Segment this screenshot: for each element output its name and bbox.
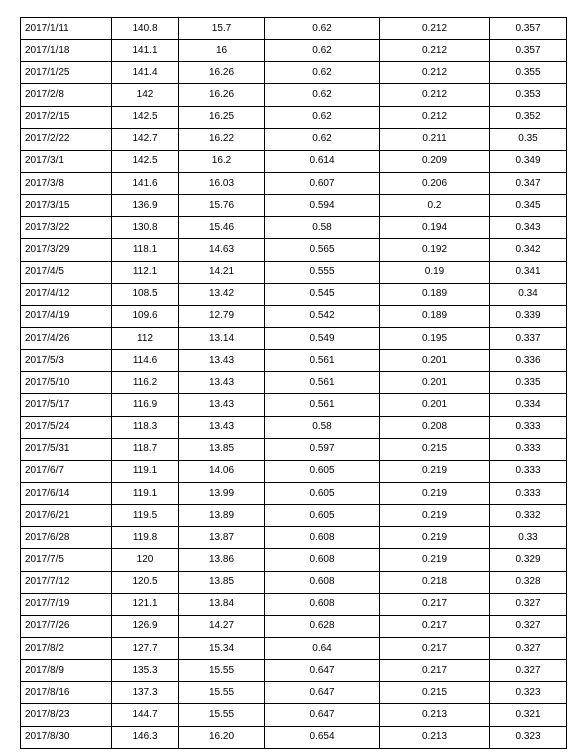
- date-cell: 2017/4/19: [21, 305, 112, 327]
- value-cell-3: 0.62: [265, 106, 380, 128]
- value-cell-5: 0.321: [490, 704, 567, 726]
- value-cell-2: 13.84: [179, 593, 265, 615]
- value-cell-4: 0.215: [380, 438, 490, 460]
- value-cell-5: 0.33: [490, 527, 567, 549]
- table-row: [21, 172, 567, 194]
- table-row: [21, 460, 567, 482]
- date-cell: 2017/5/31: [21, 438, 112, 460]
- value-cell-2: 15.55: [179, 660, 265, 682]
- value-cell-3: 0.647: [265, 660, 380, 682]
- value-cell-1: 114.6: [112, 350, 179, 372]
- value-cell-2: 16.22: [179, 128, 265, 150]
- date-cell: 2017/4/12: [21, 283, 112, 305]
- value-cell-2: 16.25: [179, 106, 265, 128]
- table-row: [21, 593, 567, 615]
- date-cell: 2017/3/22: [21, 217, 112, 239]
- date-cell: 2017/7/5: [21, 549, 112, 571]
- date-cell: 2017/7/19: [21, 593, 112, 615]
- value-cell-1: 116.9: [112, 394, 179, 416]
- value-cell-5: 0.333: [490, 416, 567, 438]
- value-cell-4: 0.219: [380, 460, 490, 482]
- value-cell-3: 0.608: [265, 527, 380, 549]
- value-cell-3: 0.549: [265, 327, 380, 349]
- table-row: [21, 726, 567, 748]
- value-cell-2: 16.2: [179, 150, 265, 172]
- value-cell-1: 118.1: [112, 239, 179, 261]
- value-cell-3: 0.62: [265, 128, 380, 150]
- date-cell: 2017/7/12: [21, 571, 112, 593]
- value-cell-5: 0.335: [490, 372, 567, 394]
- date-cell: 2017/2/15: [21, 106, 112, 128]
- value-cell-1: 118.3: [112, 416, 179, 438]
- value-cell-5: 0.336: [490, 350, 567, 372]
- value-cell-2: 16.20: [179, 726, 265, 748]
- value-cell-3: 0.608: [265, 549, 380, 571]
- date-cell: 2017/3/8: [21, 172, 112, 194]
- value-cell-2: 16: [179, 40, 265, 62]
- value-cell-1: 109.6: [112, 305, 179, 327]
- value-cell-3: 0.64: [265, 637, 380, 659]
- value-cell-4: 0.217: [380, 615, 490, 637]
- value-cell-4: 0.189: [380, 305, 490, 327]
- table-row: [21, 40, 567, 62]
- value-cell-4: 0.2: [380, 195, 490, 217]
- table-row: [21, 505, 567, 527]
- value-cell-1: 118.7: [112, 438, 179, 460]
- table-row: [21, 704, 567, 726]
- value-cell-2: 15.46: [179, 217, 265, 239]
- value-cell-3: 0.542: [265, 305, 380, 327]
- value-cell-4: 0.212: [380, 62, 490, 84]
- table-row: [21, 350, 567, 372]
- table-row: [21, 283, 567, 305]
- value-cell-1: 119.1: [112, 460, 179, 482]
- value-cell-5: 0.323: [490, 682, 567, 704]
- value-cell-1: 142: [112, 84, 179, 106]
- value-cell-5: 0.35: [490, 128, 567, 150]
- value-cell-1: 116.2: [112, 372, 179, 394]
- value-cell-1: 144.7: [112, 704, 179, 726]
- value-cell-4: 0.201: [380, 372, 490, 394]
- date-cell: 2017/1/18: [21, 40, 112, 62]
- table-row: [21, 62, 567, 84]
- value-cell-3: 0.647: [265, 682, 380, 704]
- value-cell-4: 0.209: [380, 150, 490, 172]
- value-cell-3: 0.62: [265, 84, 380, 106]
- value-cell-4: 0.218: [380, 571, 490, 593]
- value-cell-4: 0.215: [380, 682, 490, 704]
- value-cell-3: 0.614: [265, 150, 380, 172]
- value-cell-5: 0.327: [490, 615, 567, 637]
- value-cell-5: 0.345: [490, 195, 567, 217]
- value-cell-5: 0.347: [490, 172, 567, 194]
- table-row: [21, 682, 567, 704]
- value-cell-4: 0.201: [380, 350, 490, 372]
- value-cell-5: 0.353: [490, 84, 567, 106]
- table-row: [21, 549, 567, 571]
- value-cell-3: 0.597: [265, 438, 380, 460]
- value-cell-1: 135.3: [112, 660, 179, 682]
- value-cell-5: 0.333: [490, 460, 567, 482]
- value-cell-5: 0.357: [490, 18, 567, 40]
- value-cell-2: 14.27: [179, 615, 265, 637]
- table-row: [21, 372, 567, 394]
- table-row: [21, 150, 567, 172]
- value-cell-1: 126.9: [112, 615, 179, 637]
- value-cell-5: 0.323: [490, 726, 567, 748]
- value-cell-3: 0.545: [265, 283, 380, 305]
- value-cell-4: 0.19: [380, 261, 490, 283]
- value-cell-4: 0.195: [380, 327, 490, 349]
- date-cell: 2017/3/29: [21, 239, 112, 261]
- value-cell-4: 0.219: [380, 527, 490, 549]
- value-cell-2: 13.85: [179, 571, 265, 593]
- value-cell-2: 13.14: [179, 327, 265, 349]
- date-cell: 2017/2/22: [21, 128, 112, 150]
- value-cell-3: 0.565: [265, 239, 380, 261]
- value-cell-4: 0.212: [380, 18, 490, 40]
- data-table: [20, 17, 567, 749]
- table-row: [21, 106, 567, 128]
- date-cell: 2017/8/16: [21, 682, 112, 704]
- date-cell: 2017/2/8: [21, 84, 112, 106]
- value-cell-3: 0.607: [265, 172, 380, 194]
- table-row: [21, 416, 567, 438]
- value-cell-5: 0.334: [490, 394, 567, 416]
- value-cell-5: 0.341: [490, 261, 567, 283]
- table-row: [21, 195, 567, 217]
- value-cell-4: 0.201: [380, 394, 490, 416]
- date-cell: 2017/3/15: [21, 195, 112, 217]
- value-cell-5: 0.34: [490, 283, 567, 305]
- table-row: [21, 327, 567, 349]
- value-cell-2: 13.43: [179, 416, 265, 438]
- table-row: [21, 261, 567, 283]
- date-cell: 2017/3/1: [21, 150, 112, 172]
- value-cell-1: 112.1: [112, 261, 179, 283]
- value-cell-5: 0.337: [490, 327, 567, 349]
- value-cell-3: 0.628: [265, 615, 380, 637]
- value-cell-3: 0.62: [265, 62, 380, 84]
- value-cell-3: 0.647: [265, 704, 380, 726]
- value-cell-2: 13.43: [179, 394, 265, 416]
- table-row: [21, 239, 567, 261]
- value-cell-1: 130.8: [112, 217, 179, 239]
- date-cell: 2017/4/26: [21, 327, 112, 349]
- value-cell-4: 0.212: [380, 40, 490, 62]
- value-cell-4: 0.219: [380, 482, 490, 504]
- value-cell-1: 142.5: [112, 106, 179, 128]
- value-cell-2: 16.26: [179, 84, 265, 106]
- date-cell: 2017/5/24: [21, 416, 112, 438]
- value-cell-4: 0.192: [380, 239, 490, 261]
- table-row: [21, 84, 567, 106]
- value-cell-1: 121.1: [112, 593, 179, 615]
- value-cell-1: 112: [112, 327, 179, 349]
- value-cell-2: 14.63: [179, 239, 265, 261]
- value-cell-2: 15.76: [179, 195, 265, 217]
- value-cell-2: 13.43: [179, 372, 265, 394]
- value-cell-2: 12.79: [179, 305, 265, 327]
- value-cell-1: 120.5: [112, 571, 179, 593]
- value-cell-3: 0.594: [265, 195, 380, 217]
- table-row: [21, 482, 567, 504]
- value-cell-2: 13.85: [179, 438, 265, 460]
- value-cell-3: 0.605: [265, 505, 380, 527]
- date-cell: 2017/1/11: [21, 18, 112, 40]
- value-cell-4: 0.217: [380, 637, 490, 659]
- value-cell-4: 0.206: [380, 172, 490, 194]
- table-row: [21, 438, 567, 460]
- value-cell-4: 0.219: [380, 549, 490, 571]
- date-cell: 2017/5/17: [21, 394, 112, 416]
- value-cell-2: 16.03: [179, 172, 265, 194]
- value-cell-3: 0.605: [265, 482, 380, 504]
- value-cell-3: 0.555: [265, 261, 380, 283]
- date-cell: 2017/8/9: [21, 660, 112, 682]
- value-cell-3: 0.561: [265, 372, 380, 394]
- date-cell: 2017/8/23: [21, 704, 112, 726]
- value-cell-2: 14.06: [179, 460, 265, 482]
- value-cell-5: 0.355: [490, 62, 567, 84]
- value-cell-5: 0.329: [490, 549, 567, 571]
- value-cell-3: 0.608: [265, 571, 380, 593]
- value-cell-2: 15.55: [179, 704, 265, 726]
- table-row: [21, 571, 567, 593]
- value-cell-5: 0.352: [490, 106, 567, 128]
- value-cell-1: 119.8: [112, 527, 179, 549]
- value-cell-5: 0.333: [490, 482, 567, 504]
- date-cell: 2017/8/30: [21, 726, 112, 748]
- date-cell: 2017/6/28: [21, 527, 112, 549]
- value-cell-5: 0.327: [490, 593, 567, 615]
- table-body: [21, 18, 567, 749]
- value-cell-3: 0.62: [265, 18, 380, 40]
- date-cell: 2017/6/14: [21, 482, 112, 504]
- date-cell: 2017/8/2: [21, 637, 112, 659]
- value-cell-5: 0.357: [490, 40, 567, 62]
- value-cell-2: 13.42: [179, 283, 265, 305]
- value-cell-2: 13.43: [179, 350, 265, 372]
- date-cell: 2017/5/10: [21, 372, 112, 394]
- table-row: [21, 128, 567, 150]
- value-cell-4: 0.212: [380, 84, 490, 106]
- table-row: [21, 217, 567, 239]
- value-cell-1: 140.8: [112, 18, 179, 40]
- value-cell-2: 16.26: [179, 62, 265, 84]
- table-row: [21, 305, 567, 327]
- value-cell-4: 0.213: [380, 704, 490, 726]
- value-cell-4: 0.213: [380, 726, 490, 748]
- value-cell-5: 0.343: [490, 217, 567, 239]
- value-cell-3: 0.58: [265, 416, 380, 438]
- value-cell-4: 0.217: [380, 660, 490, 682]
- value-cell-5: 0.327: [490, 660, 567, 682]
- value-cell-1: 119.1: [112, 482, 179, 504]
- value-cell-4: 0.219: [380, 505, 490, 527]
- table-row: [21, 615, 567, 637]
- value-cell-3: 0.561: [265, 350, 380, 372]
- value-cell-1: 127.7: [112, 637, 179, 659]
- value-cell-2: 14.21: [179, 261, 265, 283]
- table-row: [21, 527, 567, 549]
- value-cell-1: 119.5: [112, 505, 179, 527]
- value-cell-2: 15.7: [179, 18, 265, 40]
- value-cell-2: 15.55: [179, 682, 265, 704]
- value-cell-2: 13.86: [179, 549, 265, 571]
- table-row: [21, 18, 567, 40]
- value-cell-1: 142.5: [112, 150, 179, 172]
- date-cell: 2017/6/21: [21, 505, 112, 527]
- value-cell-5: 0.332: [490, 505, 567, 527]
- value-cell-3: 0.62: [265, 40, 380, 62]
- table-row: [21, 394, 567, 416]
- value-cell-4: 0.194: [380, 217, 490, 239]
- value-cell-5: 0.327: [490, 637, 567, 659]
- value-cell-1: 137.3: [112, 682, 179, 704]
- value-cell-5: 0.342: [490, 239, 567, 261]
- value-cell-3: 0.608: [265, 593, 380, 615]
- value-cell-1: 141.4: [112, 62, 179, 84]
- date-cell: 2017/5/3: [21, 350, 112, 372]
- value-cell-3: 0.605: [265, 460, 380, 482]
- date-cell: 2017/6/7: [21, 460, 112, 482]
- value-cell-3: 0.58: [265, 217, 380, 239]
- value-cell-1: 141.1: [112, 40, 179, 62]
- value-cell-4: 0.217: [380, 593, 490, 615]
- value-cell-2: 13.87: [179, 527, 265, 549]
- table-row: [21, 637, 567, 659]
- value-cell-5: 0.333: [490, 438, 567, 460]
- date-cell: 2017/4/5: [21, 261, 112, 283]
- value-cell-3: 0.561: [265, 394, 380, 416]
- value-cell-3: 0.654: [265, 726, 380, 748]
- value-cell-4: 0.211: [380, 128, 490, 150]
- value-cell-1: 136.9: [112, 195, 179, 217]
- value-cell-1: 108.5: [112, 283, 179, 305]
- value-cell-4: 0.212: [380, 106, 490, 128]
- value-cell-5: 0.349: [490, 150, 567, 172]
- value-cell-2: 15.34: [179, 637, 265, 659]
- table-row: [21, 660, 567, 682]
- value-cell-1: 146.3: [112, 726, 179, 748]
- value-cell-1: 142.7: [112, 128, 179, 150]
- value-cell-1: 120: [112, 549, 179, 571]
- value-cell-2: 13.99: [179, 482, 265, 504]
- value-cell-2: 13.89: [179, 505, 265, 527]
- value-cell-5: 0.328: [490, 571, 567, 593]
- value-cell-5: 0.339: [490, 305, 567, 327]
- date-cell: 2017/7/26: [21, 615, 112, 637]
- value-cell-1: 141.6: [112, 172, 179, 194]
- value-cell-4: 0.189: [380, 283, 490, 305]
- value-cell-4: 0.208: [380, 416, 490, 438]
- date-cell: 2017/1/25: [21, 62, 112, 84]
